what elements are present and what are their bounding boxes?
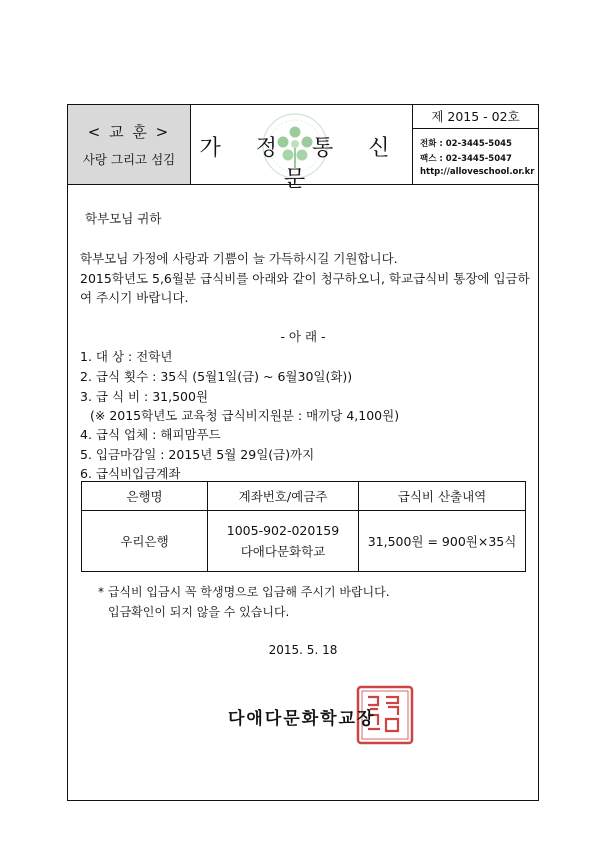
account-cell <box>208 511 359 572</box>
item-meal-count: 2. 급식 횟수 : 35식 (5월1일(금) ~ 6월30일(화)) <box>80 369 353 384</box>
greeting-text: 학부모님 가정에 사랑과 기쁨이 늘 가득하시길 기원합니다. <box>80 251 398 266</box>
issue-number: 제 2015 - 02호 <box>413 105 538 129</box>
account-number: 1005-902-020159 <box>226 522 340 538</box>
notice-heading: - 아 래 - <box>280 329 326 344</box>
phone-number: 전화 : 02-3445-5045 <box>420 139 512 149</box>
item-deadline: 5. 입금마감일 : 2015년 5월 29일(금)까지 <box>80 447 315 462</box>
document-date: 2015. 5. 18 <box>268 643 338 657</box>
account-holder: 다애다문화학교 <box>240 543 326 559</box>
account-column-header: 계좌번호/예금주 <box>208 482 359 511</box>
bank-name: 우리은행 <box>82 511 208 572</box>
table-header-row <box>82 482 526 511</box>
motto-title: < 교 훈 > <box>87 123 171 141</box>
motto-text: 사랑 그리고 섬김 <box>82 152 176 167</box>
item-meal-fee: 3. 급 식 비 : 31,500원 <box>80 389 209 404</box>
school-website[interactable]: http://alloveschool.or.kr <box>420 167 535 177</box>
table-row <box>82 511 526 572</box>
body-paragraph-line2: 여 주시기 바랍니다. <box>80 290 189 305</box>
item-account: 6. 급식비입금계좌 <box>80 466 181 481</box>
payment-note-line1: * 급식비 입금시 꼭 학생명으로 입금해 주시기 바랍니다. <box>98 585 390 599</box>
salutation: 학부모님 귀하 <box>85 211 162 226</box>
payment-note-line2: 입금확인이 되지 않을 수 있습니다. <box>108 605 290 619</box>
principal-signature: 다애다문화학교장 <box>228 709 376 729</box>
item-caterer: 4. 급식 업체 : 해피맘푸드 <box>80 427 221 442</box>
letter-body <box>68 105 538 800</box>
body-paragraph-line1: 2015학년도 5,6월분 급식비를 아래와 같이 청구하오니, 학교급식비 통장에 입금하 <box>80 271 530 286</box>
item-support-note: (※ 2015학년도 교육청 급식비지원분 : 매끼당 4,100원) <box>90 408 400 423</box>
newsletter-frame <box>67 104 539 801</box>
newsletter-title: 가 정 통 신 문 <box>199 136 404 192</box>
item-target: 1. 대 상 : 전학년 <box>80 349 173 364</box>
bank-column-header: 은행명 <box>82 482 208 511</box>
fax-number: 팩스 : 02-3445-5047 <box>420 154 512 164</box>
calculation-column-header: 급식비 산출내역 <box>359 482 526 511</box>
fee-calculation: 31,500원 = 900원×35식 <box>359 511 526 572</box>
payment-account-table <box>81 481 526 572</box>
